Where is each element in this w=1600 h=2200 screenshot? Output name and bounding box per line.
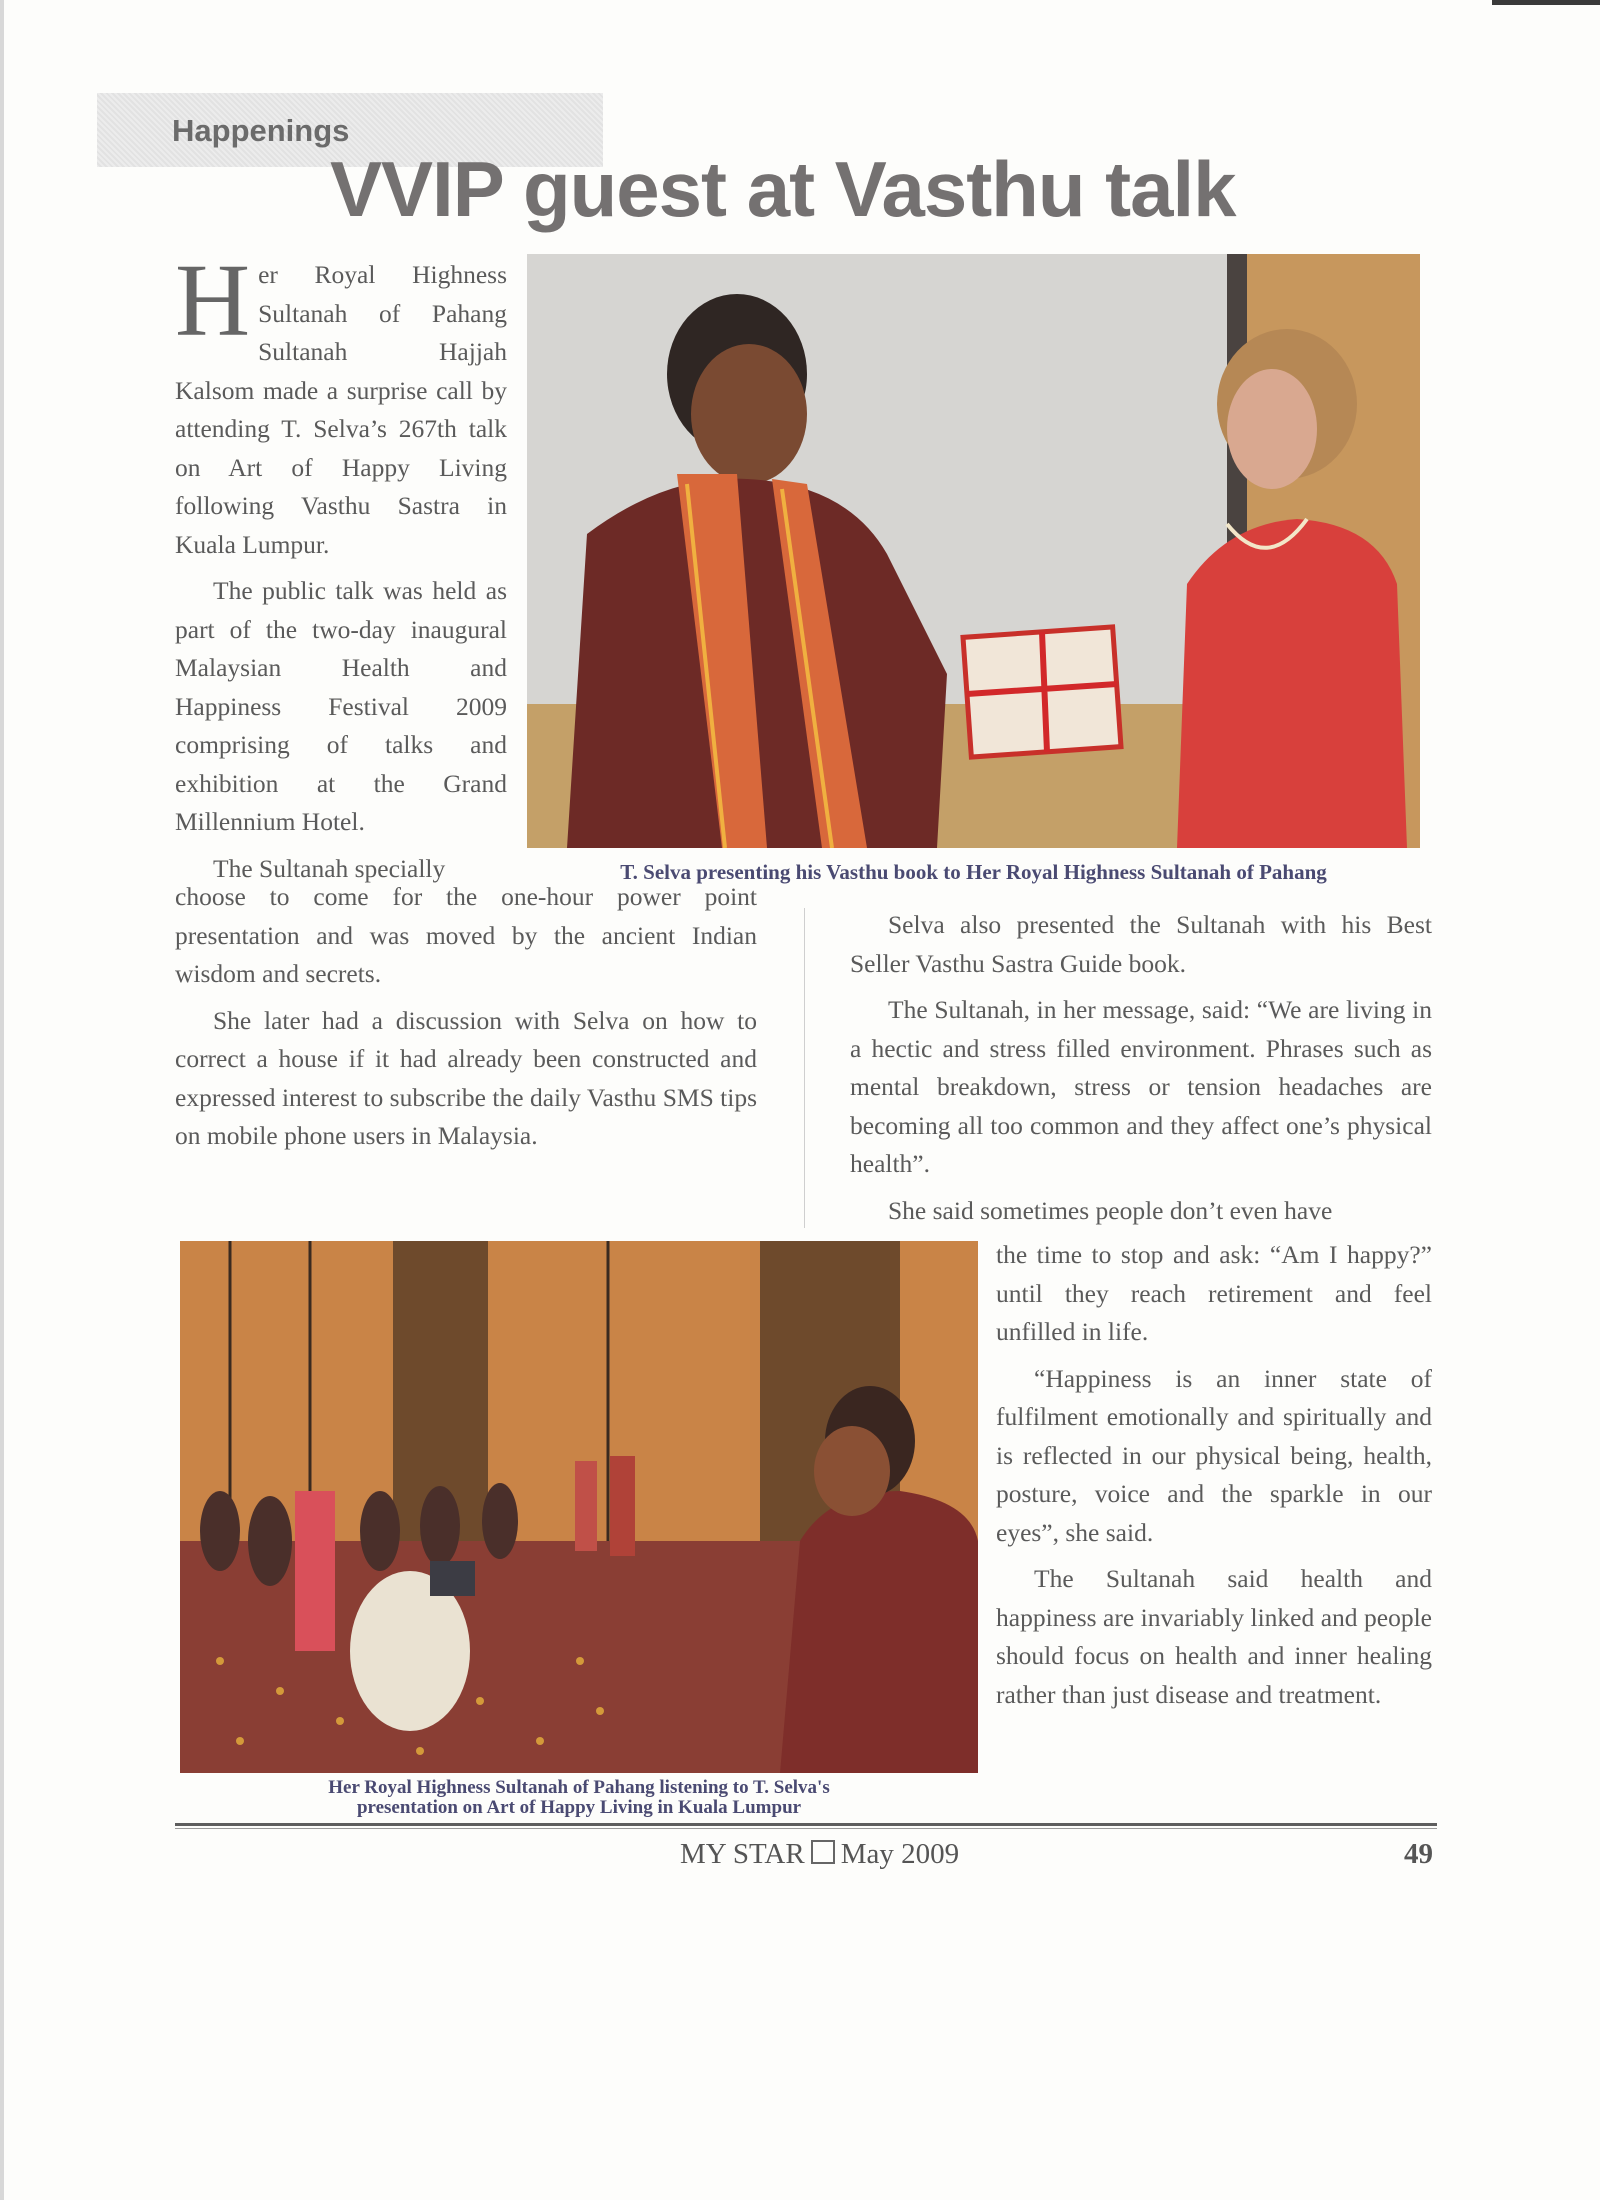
paragraph: “Happiness is an inner state of fulfilment emotionally and spiritually and is reflected in our physical being, health, posture, voice and the sparkle in our eyes”, she said. <box>996 1363 1432 1547</box>
section-label: Happenings <box>172 113 350 148</box>
article-column-right-narrow <box>996 1236 1432 1722</box>
footer-publication <box>680 1838 959 1871</box>
photo-book-presentation <box>527 254 1420 848</box>
article-column-left-mid <box>175 878 757 1164</box>
footer-rule <box>175 1823 1437 1826</box>
paragraph: The Sultanah specially <box>213 853 446 883</box>
column-divider <box>804 908 805 1228</box>
drop-cap: H <box>175 243 251 358</box>
caption-line: presentation on Art of Happy Living in Kuala Lumpur <box>356 1797 802 1818</box>
paragraph: the time to stop and ask: “Am I happy?” until they reach retirement and feel unfilled in life. <box>996 1240 1432 1346</box>
paragraph: The Sultanah said health and happiness are invariably linked and people should focus on health and inner healing rather than just disease and treatment. <box>996 1564 1432 1709</box>
issue-date: May 2009 <box>840 1838 960 1870</box>
article-column-left-top <box>175 243 507 896</box>
footer-rule-thin <box>175 1828 1437 1829</box>
page-number: 49 <box>1404 1838 1433 1870</box>
box-separator-icon <box>811 1840 835 1864</box>
caption-line: Her Royal Highness Sultanah of Pahang listening to T. Selva's <box>328 1777 830 1798</box>
scan-edge <box>0 0 4 2200</box>
scan-corner-mark <box>1492 0 1600 5</box>
publication-name: MY STAR <box>680 1838 805 1870</box>
paragraph-intro: Her Royal Highness Sultanah of Pahang Sultanah Hajjah Kalsom made a surprise call by attending T. Selva’s 267th talk on Art of Happy Living following Vasthu Sastra in Kuala Lumpur. <box>175 243 507 559</box>
photo-audience-image <box>180 1241 978 1773</box>
headline: VVIP guest at Vasthu talk <box>330 145 1236 233</box>
paragraph: choose to come for the one-hour power point presentation and was moved by the ancient Indian wisdom and secrets. <box>175 882 757 988</box>
photo-audience <box>180 1241 978 1773</box>
paragraph: Selva also presented the Sultanah with his Best Seller Vasthu Sastra Guide book. <box>850 910 1432 978</box>
photo-book-presentation-image <box>527 254 1420 848</box>
paragraph: She later had a discussion with Selva on how to correct a house if it had already been constructed and expressed interest to subscribe the daily Vasthu SMS tips on mobile phone users in Malaysia. <box>175 1005 757 1150</box>
photo-caption-audience <box>180 1778 978 1818</box>
paragraph: The Sultanah, in her message, said: “We are living in a hectic and stress filled environment. Phrases such as mental breakdown, stress or tension headaches are becoming all too common and they affect one’s physical health”. <box>850 995 1432 1178</box>
article-column-right <box>850 906 1432 1238</box>
photo-caption-book-presentation: T. Selva presenting his Vasthu book to Her Royal Highness Sultanah of Pahang <box>620 860 1327 884</box>
paragraph: She said sometimes people don’t even have <box>888 1195 1333 1225</box>
paragraph: The public talk was held as part of the two-day inaugural Malaysian Health and Happiness Festival 2009 comprising of talks and exhibition at the Grand Millennium Hotel. <box>175 576 507 836</box>
